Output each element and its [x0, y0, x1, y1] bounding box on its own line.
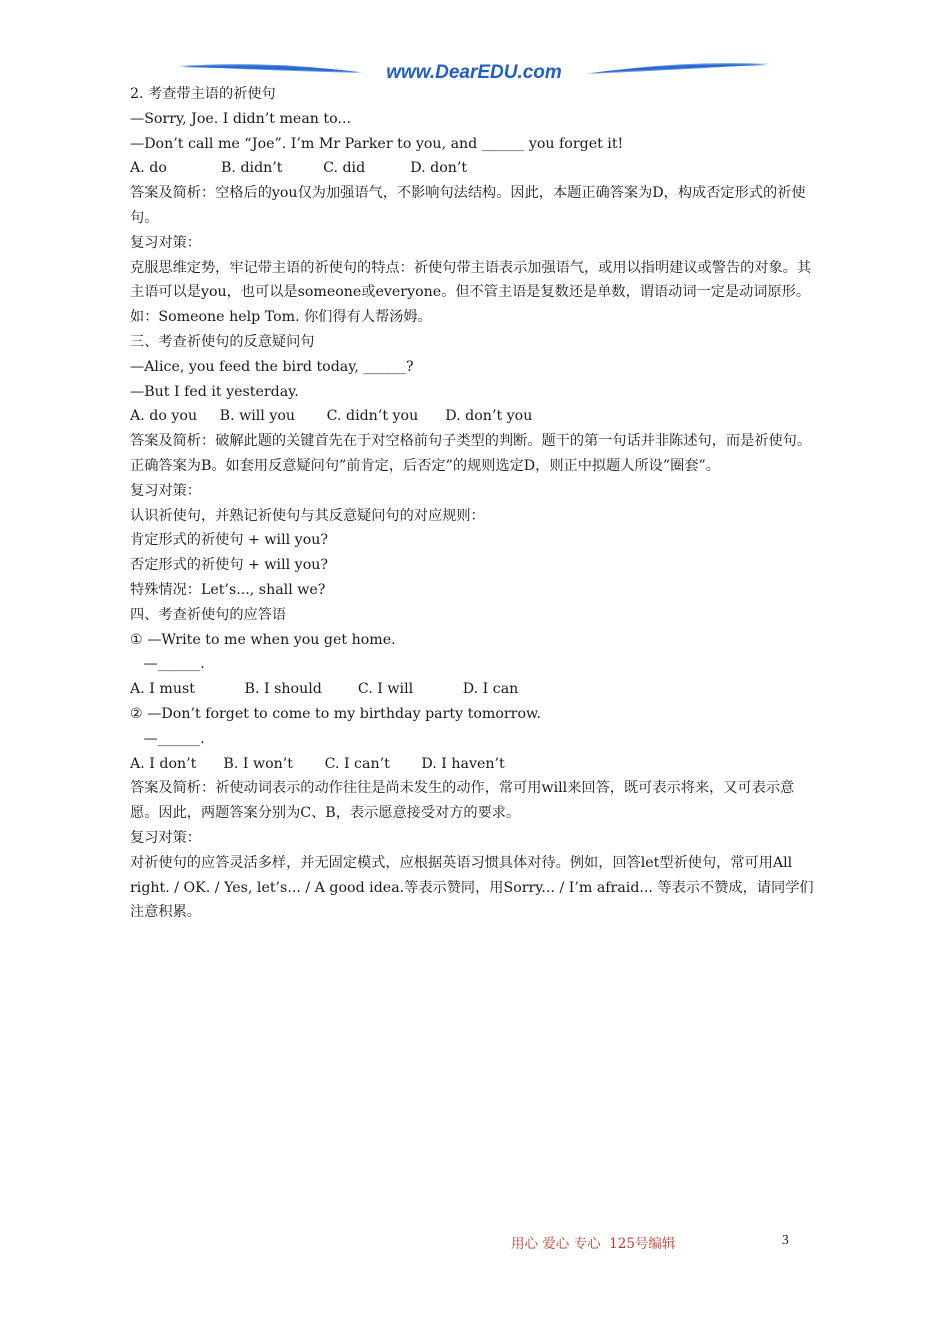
- dialogue-line: —Alice, you feed the bird today, ______?: [130, 358, 414, 375]
- logo-text: www.DearEDU.com: [386, 62, 562, 83]
- answer-options: A. do B. didn’t C. did D. don’t: [130, 160, 468, 177]
- review-heading: 复习对策：: [130, 482, 201, 499]
- review-paragraph: 对祈使句的应答灵活多样，并无固定模式，应根据英语习惯具体对待。例如，回答let型祈使句，常可用All right. / OK. / Yes, let’s... / A good idea.等表示赞同，用Sorry... / I’m afraid... 等表示不赞成，请同学们注意积累。: [130, 854, 814, 921]
- dialogue-line: —Don’t call me “Joe”. I’m Mr Parker to you, and ______ you forget it!: [130, 135, 624, 152]
- rule-line: 肯定形式的祈使句 + will you?: [130, 532, 328, 549]
- footer-text: 用心 爱心 专心 125号编辑: [511, 1236, 676, 1252]
- rule-line: 认识祈使句，并熟记祈使句与其反意疑问句的对应规则：: [130, 507, 485, 524]
- review-heading: 复习对策：: [130, 234, 201, 251]
- dialogue-line: —Sorry, Joe. I didn’t mean to...: [130, 110, 351, 127]
- answer-analysis: 答案及简析：祈使动词表示的动作往往是尚未发生的动作，常可用will来回答，既可表示将来，又可表示意愿。因此，两题答案分别为C、B，表示愿意接受对方的要求。: [130, 780, 795, 822]
- review-paragraph: 克服思维定势，牢记带主语的祈使句的特点：祈使句带主语表示加强语气，或用以指明建议或警告的对象。其主语可以是you，也可以是someone或everyone。但不管主语是复数还是单数，谓语动词一定是动词原形。如：Someone help Tom. 你们得有人帮汤姆。: [130, 259, 812, 326]
- section-heading: 三、考查祈使句的反意疑问句: [130, 333, 315, 350]
- dialogue-line: ② —Don’t forget to come to my birthday party tomorrow.: [130, 705, 541, 722]
- dialogue-line: ① —Write to me when you get home.: [130, 631, 396, 648]
- answer-options: A. do you B. will you C. didn’t you D. don’t you: [130, 408, 533, 425]
- answer-analysis: 答案及简析：破解此题的关键首先在于对空格前句子类型的判断。题干的第一句话并非陈述句，而是祈使句。正确答案为B。如套用反意疑问句”前肯定，后否定”的规则选定D，则正中拟题人所设”圈套”。: [130, 433, 812, 474]
- review-heading: 复习对策：: [130, 829, 201, 846]
- section-heading: 2. 考查带主语的祈使句: [130, 86, 276, 102]
- answer-options: A. I must B. I should C. I will D. I can: [130, 681, 519, 698]
- document-body: [130, 82, 820, 925]
- dialogue-line: —But I fed it yesterday.: [130, 383, 299, 400]
- dialogue-blank: —______.: [130, 656, 205, 673]
- page-number: 3: [782, 1232, 789, 1247]
- rule-line: 特殊情况：Let’s..., shall we?: [130, 581, 326, 598]
- rule-line: 否定形式的祈使句 + will you?: [130, 557, 328, 574]
- answer-options: A. I don’t B. I won’t C. I can’t D. I haven’t: [130, 755, 505, 772]
- section-heading: 四、考查祈使句的应答语: [130, 606, 287, 623]
- dialogue-blank: —______.: [130, 730, 205, 747]
- answer-analysis: 答案及简析：空格后的you仅为加强语气，不影响句法结构。因此，本题正确答案为D，构成否定形式的祈使句。: [130, 185, 806, 226]
